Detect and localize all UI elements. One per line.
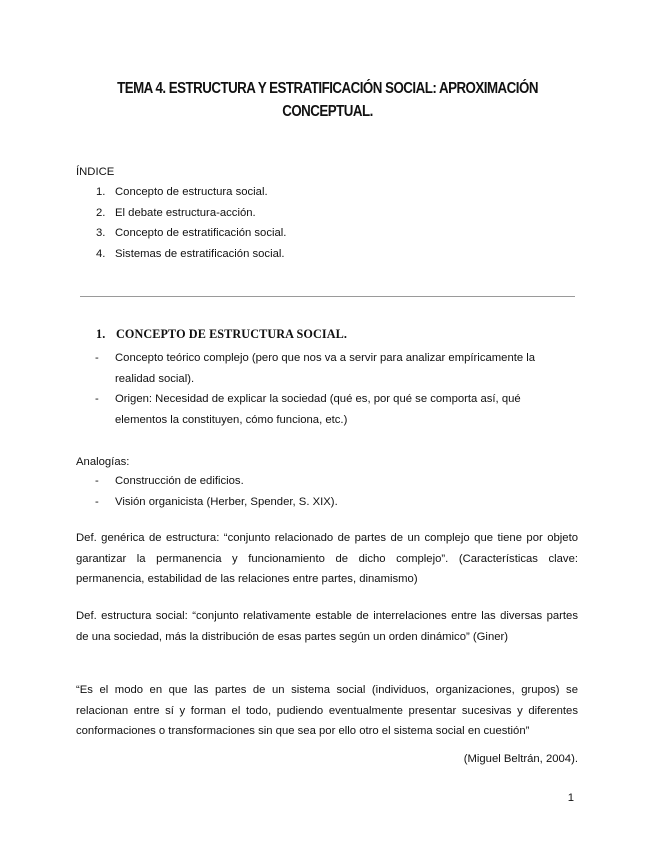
section-number: 1. (96, 327, 106, 341)
table-of-contents (96, 182, 286, 264)
toc-item-text: Concepto de estructura social. (115, 186, 268, 198)
bullet-dash: - (95, 352, 99, 364)
toc-item-text: Sistemas de estratificación social. (115, 247, 285, 260)
concept-bullet-list (95, 348, 555, 430)
quote-citation: (Miguel Beltrán, 2004). (463, 753, 578, 765)
analogies-list (95, 471, 555, 512)
toc-item-text: Concepto de estratificación social. (115, 227, 287, 239)
bullet-text: Concepto teórico complejo (pero que nos va a servir para analizar empíricamente la realidad social). (115, 352, 536, 385)
bullet-item (95, 471, 555, 492)
toc-item-text: El debate estructura-acción. (115, 206, 256, 219)
bullet-text: Visión organicista (Herber, Spender, S. XIX). (115, 495, 338, 508)
bullet-item (95, 348, 555, 389)
analogies-label: Analogías: (76, 456, 130, 468)
bullet-item (95, 389, 555, 430)
bullet-dash: - (95, 475, 99, 487)
bullet-dash: - (95, 393, 99, 405)
toc-item (96, 223, 286, 244)
index-heading: ÍNDICE (76, 166, 115, 178)
page-number: 1 (567, 792, 574, 804)
bullet-dash: - (95, 495, 99, 508)
title-line-2: CONCEPTUAL. (282, 103, 373, 120)
horizontal-divider (80, 296, 575, 297)
social-definition-paragraph: Def. estructura social: “conjunto relativamente estable de interrelaciones entre las diversas partes de una sociedad, más la distribución de esas partes según un orden dinámico” (Giner) (76, 610, 578, 643)
section-title: CONCEPTO DE ESTRUCTURA SOCIAL. (116, 327, 347, 341)
title-line-1: TEMA 4. ESTRUCTURA Y ESTRATIFICACIÓN SOCIAL: APROXIMACIÓN (117, 80, 538, 97)
document-title (97, 77, 557, 123)
generic-definition-paragraph: Def. genérica de estructura: “conjunto relacionado de partes de un complejo que tiene por objeto garantizar la permanencia y funcionamiento de dicho complejo”. (Características clave: permanencia, estabilidad de las relaciones entre partes, dinamismo) (76, 532, 578, 585)
toc-item-number: 2. (96, 206, 106, 219)
toc-item-number: 3. (96, 227, 106, 239)
bullet-text: Origen: Necesidad de explicar la sociedad (qué es, por qué se comporta así, qué elementos la constituyen, cómo funciona, etc.) (115, 393, 521, 426)
toc-item (96, 203, 286, 224)
toc-item-number: 1. (96, 186, 106, 198)
toc-item (96, 244, 286, 265)
toc-item (96, 182, 286, 203)
bullet-text: Construcción de edificios. (115, 475, 244, 487)
quote-paragraph: “Es el modo en que las partes de un sistema social (individuos, organizaciones, grupos) se relacionan entre sí y forman el todo, pudiendo eventualmente presentar sucesivas y diferentes conformaciones o transformaciones sin que sea por ello otro el sistema social en cuestión” (76, 684, 578, 737)
toc-item-number: 4. (96, 247, 106, 260)
section-heading (96, 327, 347, 342)
bullet-item (95, 492, 555, 513)
